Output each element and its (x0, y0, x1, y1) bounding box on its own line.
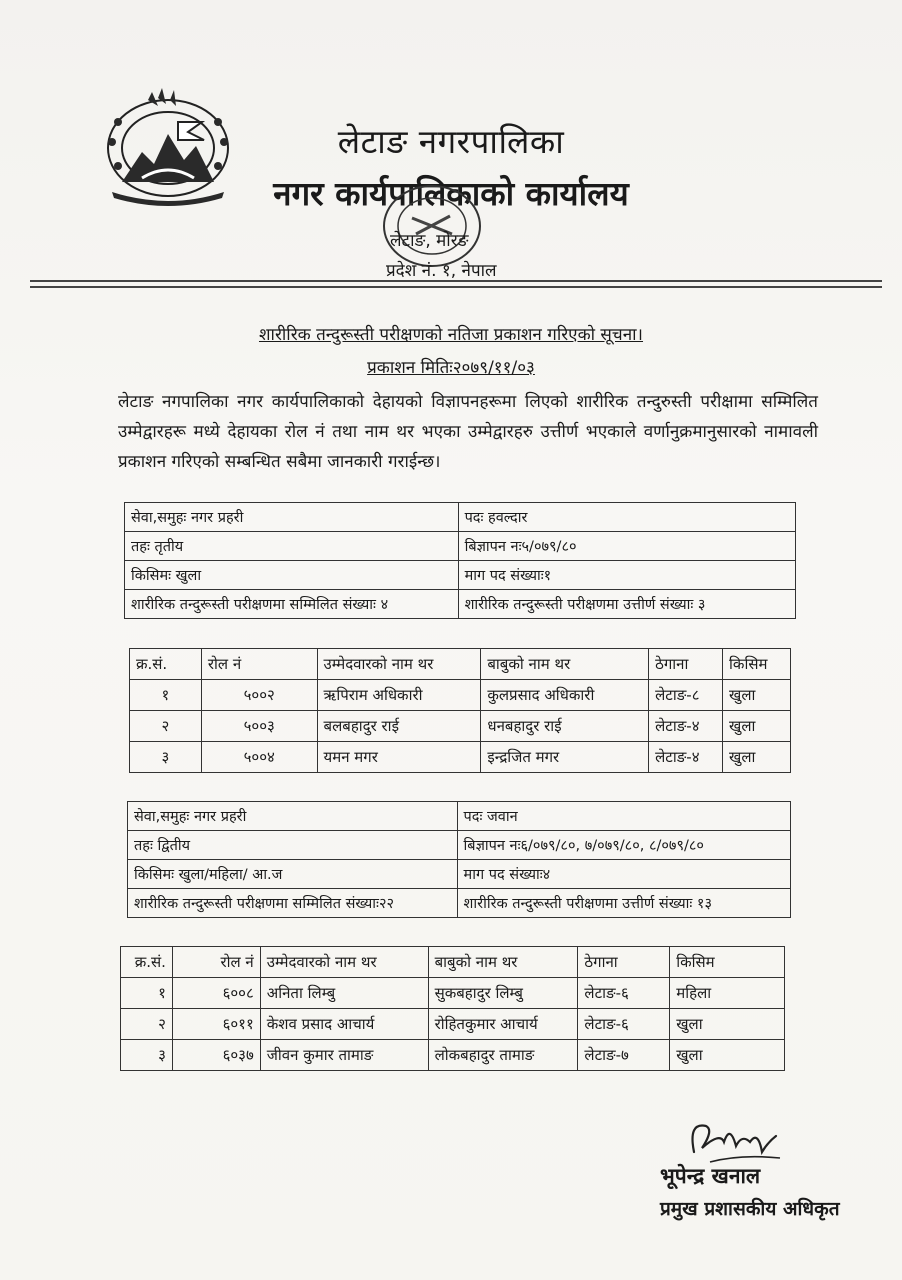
publication-date: प्रकाशन मितिः२०७९/११/०३ (367, 358, 535, 378)
cell-roll: ६००८ (172, 978, 260, 1009)
cell-address: लेटाङ-८ (649, 680, 723, 711)
col-header-sn: क्र.सं. (121, 947, 173, 978)
service-group: सेवा,समुहः नगर प्रहरी (128, 802, 458, 831)
table-row (128, 831, 791, 860)
table-row (130, 742, 791, 773)
province-line: प्रदेश नं. १, नेपाल (386, 261, 497, 281)
notice-subject: शारीरिक तन्दुरूस्ती परीक्षणको नतिजा प्रकाशन गरिएको सूचना। (258, 325, 644, 345)
header-divider-top (30, 280, 882, 282)
required-posts: माग पद संख्याः१ (458, 561, 795, 590)
col-header-father: बाबुको नाम थर (481, 649, 649, 680)
info-table-jawan (127, 801, 791, 918)
cell-father: लोकबहादुर तामाङ (428, 1040, 578, 1071)
service-group: सेवा,समुहः नगर प्रहरी (125, 503, 459, 532)
cell-address: लेटाङ-७ (578, 1040, 670, 1071)
cell-candidate: ऋपिराम अधिकारी (317, 680, 481, 711)
cell-category: खुला (670, 1040, 785, 1071)
cell-address: लेटाङ-४ (649, 742, 723, 773)
cell-candidate: अनिता लिम्बु (260, 978, 428, 1009)
cell-sn: ३ (130, 742, 202, 773)
col-header-address: ठेगाना (649, 649, 723, 680)
signatory-title: प्रमुख प्रशासकीय अधिकृत (660, 1198, 840, 1220)
level: तहः तृतीय (125, 532, 459, 561)
col-header-candidate: उम्मेदवारको नाम थर (260, 947, 428, 978)
cell-address: लेटाङ-६ (578, 1009, 670, 1040)
table-row (128, 802, 791, 831)
col-header-sn: क्र.सं. (130, 649, 202, 680)
post: पदः जवान (457, 802, 790, 831)
advertisement-no: बिज्ञापन नः६/०७९/८०, ७/०७९/८०, ८/०७९/८० (457, 831, 790, 860)
table-row (125, 532, 796, 561)
cell-category: खुला (670, 1009, 785, 1040)
header-divider-bottom (30, 286, 882, 288)
cell-father: धनबहादुर राई (481, 711, 649, 742)
participants-count: शारीरिक तन्दुरूस्ती परीक्षणमा सम्मिलित संख्याः२२ (128, 889, 458, 918)
table-row (128, 889, 791, 918)
notice-body: लेटाङ नगपालिका नगर कार्यपालिकाको देहायको विज्ञापनहरूमा लिएको शारीरिक तन्दुरुस्ती परीक्षामा सम्मिलित उम्मेद्वारहरू मध्ये देहायका रोल नं तथा नाम थर भएका उम्मेद्वारहरु उत्तीर्ण भएकाले वर्णानुक्रमानुसारको नामावली प्रकाशन गरिएको सम्बन्धित सबैमा जानकारी गराईन्छ। (118, 392, 818, 472)
cell-roll: ५००४ (201, 742, 317, 773)
results-table-jawan (120, 946, 785, 1071)
office-location: लेटाङ, मोरङ (390, 231, 469, 251)
cell-roll: ५००३ (201, 711, 317, 742)
cell-sn: १ (130, 680, 202, 711)
col-header-roll: रोल नं (201, 649, 317, 680)
cell-candidate: केशव प्रसाद आचार्य (260, 1009, 428, 1040)
info-table-havaldar (124, 502, 796, 619)
col-header-address: ठेगाना (578, 947, 670, 978)
required-posts: माग पद संख्याः४ (457, 860, 790, 889)
signatory-name: भूपेन्द्र खनाल (660, 1164, 761, 1188)
cell-sn: ३ (121, 1040, 173, 1071)
cell-father: रोहितकुमार आचार्य (428, 1009, 578, 1040)
category: किसिमः खुला/महिला/ आ.ज (128, 860, 458, 889)
category: किसिमः खुला (125, 561, 459, 590)
cell-category: खुला (723, 742, 791, 773)
cell-candidate: यमन मगर (317, 742, 481, 773)
table-row (121, 1040, 785, 1071)
cell-candidate: बलबहादुर राई (317, 711, 481, 742)
municipality-name: लेटाङ नगरपालिका (337, 122, 565, 161)
col-header-roll: रोल नं (172, 947, 260, 978)
cell-category: खुला (723, 711, 791, 742)
table-row (121, 978, 785, 1009)
table-header-row (130, 649, 791, 680)
table-header-row (121, 947, 785, 978)
table-row (128, 860, 791, 889)
cell-address: लेटाङ-४ (649, 711, 723, 742)
table-row (130, 711, 791, 742)
cell-category: खुला (723, 680, 791, 711)
cell-sn: २ (130, 711, 202, 742)
level: तहः द्वितीय (128, 831, 458, 860)
cell-roll: ५००२ (201, 680, 317, 711)
col-header-category: किसिम (723, 649, 791, 680)
col-header-category: किसिम (670, 947, 785, 978)
cell-address: लेटाङ-६ (578, 978, 670, 1009)
cell-roll: ६०११ (172, 1009, 260, 1040)
table-row (125, 561, 796, 590)
table-row (125, 590, 796, 619)
participants-count: शारीरिक तन्दुरूस्ती परीक्षणमा सम्मिलित संख्याः ४ (125, 590, 459, 619)
advertisement-no: बिज्ञापन नः५/०७९/८० (458, 532, 795, 561)
cell-father: इन्द्रजित मगर (481, 742, 649, 773)
col-header-father: बाबुको नाम थर (428, 947, 578, 978)
cell-father: सुकबहादुर लिम्बु (428, 978, 578, 1009)
col-header-candidate: उम्मेदवारको नाम थर (317, 649, 481, 680)
passed-count: शारीरिक तन्दुरूस्ती परीक्षणमा उत्तीर्ण संख्याः ३ (458, 590, 795, 619)
passed-count: शारीरिक तन्दुरूस्ती परीक्षणमा उत्तीर्ण संख्याः १३ (457, 889, 790, 918)
table-row (125, 503, 796, 532)
table-row (130, 680, 791, 711)
cell-sn: २ (121, 1009, 173, 1040)
office-name: नगर कार्यपालिकाको कार्यालय (273, 174, 629, 213)
cell-roll: ६०३७ (172, 1040, 260, 1071)
cell-candidate: जीवन कुमार तामाङ (260, 1040, 428, 1071)
cell-father: कुलप्रसाद अधिकारी (481, 680, 649, 711)
post: पदः हवल्दार (458, 503, 795, 532)
table-row (121, 1009, 785, 1040)
results-table-havaldar (129, 648, 791, 773)
cell-sn: १ (121, 978, 173, 1009)
cell-category: महिला (670, 978, 785, 1009)
